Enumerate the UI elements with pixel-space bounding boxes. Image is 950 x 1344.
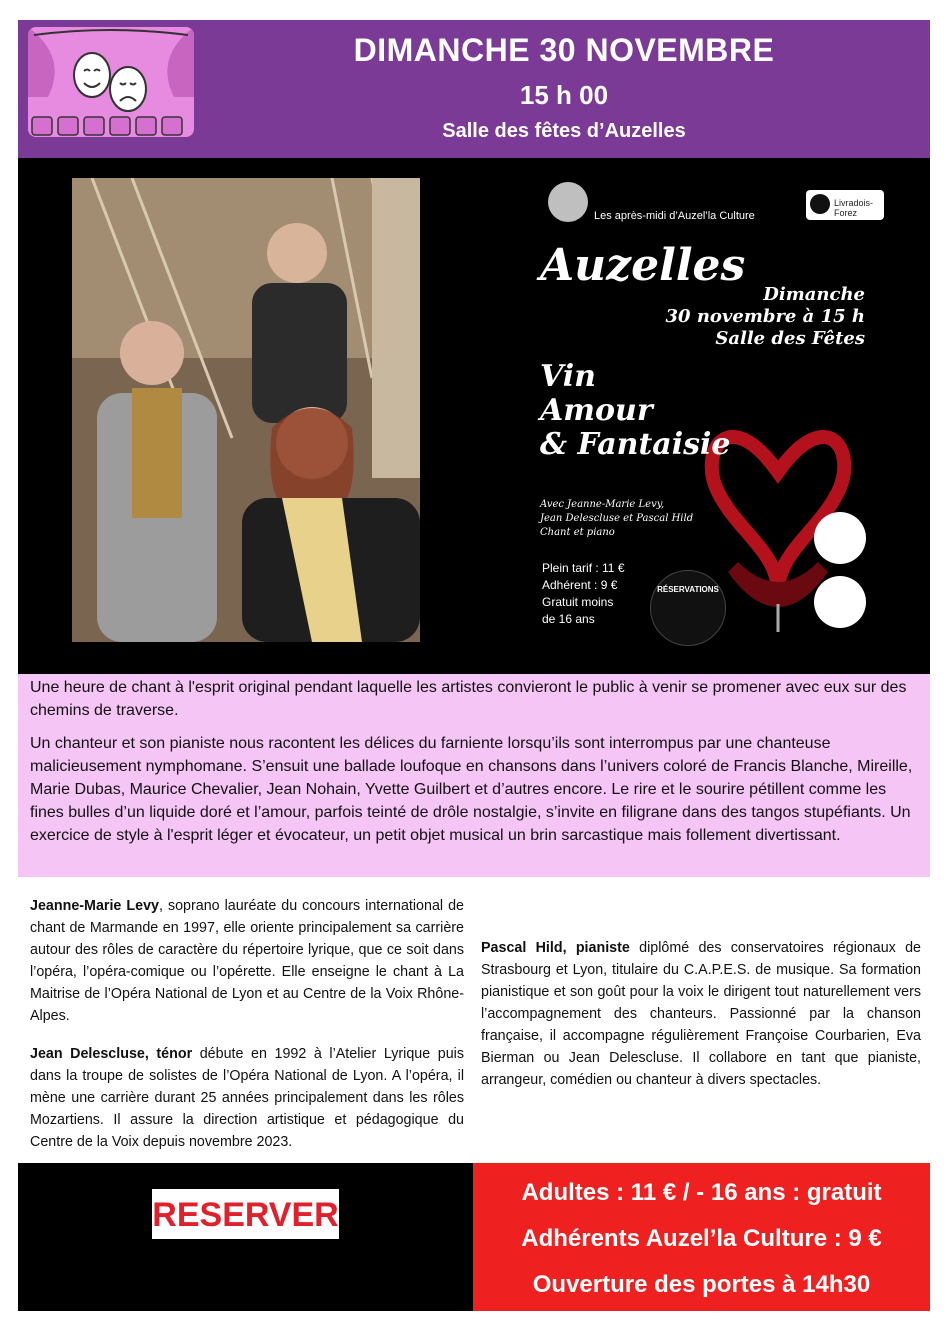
bios-left-column: [30, 895, 464, 1169]
tout-public-icon: [814, 576, 866, 628]
show-description: [18, 674, 930, 877]
event-poster: [530, 172, 875, 650]
header-banner: [18, 20, 930, 158]
bio-name: Jean Delescluse, ténor: [30, 1046, 193, 1062]
bio-name: Pascal Hild, pianiste: [481, 940, 630, 956]
event-time: 15 h 00: [519, 80, 609, 110]
show-title-line: Amour: [540, 393, 653, 428]
member-price-line: Adhérents Auzel’la Culture : 9 €: [521, 1225, 882, 1252]
poster-date: [666, 284, 866, 350]
poster-show-title: [540, 360, 731, 462]
theater-masks-icon: [28, 27, 194, 137]
poster-date-line: Salle des Fêtes: [715, 328, 865, 349]
event-date: DIMANCHE 30 NOVEMBRE: [353, 32, 775, 68]
reserve-button[interactable]: RESERVER: [152, 1189, 339, 1239]
price-line: Adhérent : 9 €: [542, 578, 618, 592]
event-venue: Salle des fêtes d’Auzelles: [442, 120, 686, 142]
poster-artists: [540, 498, 740, 540]
description-paragraph: Une heure de chant à l'esprit original pendant laquelle les artistes convieront le public à venir se promener avec eux sur des chemins de traverse.: [30, 679, 907, 719]
pricing-line: Adultes : 11 € / - 16 ans : gratuit: [521, 1179, 882, 1206]
price-line: Plein tarif : 11 €: [542, 561, 625, 575]
poster-logo-row: [548, 180, 874, 224]
show-title-line: Vin: [540, 359, 596, 394]
bios-right-column: [481, 937, 921, 1091]
bio-pascal: [481, 937, 921, 1091]
poster-date-line: Dimanche: [763, 284, 865, 305]
auzella-culture-logo-icon: [548, 182, 588, 222]
poster-prices: [542, 560, 625, 628]
livradois-forez-icon: [810, 194, 830, 214]
bio-text: débute en 1992 à l’Atelier Lyrique puis dans la troupe de solistes de l’Opéra National de Lyon. A l’opéra, il mène une carrière durant 25 années principalement dans les rôles Mozartiens. Il assure la direction artistique et pédagogique du Centre de la Voix depuis novembre 2023.: [30, 1046, 464, 1150]
poster-town: Auzelles: [540, 240, 746, 291]
show-title-line: & Fantaisie: [540, 427, 731, 462]
bio-name: Jeanne-Marie Levy: [30, 898, 159, 914]
pricing-panel: [473, 1163, 930, 1311]
price-line: de 16 ans: [542, 612, 595, 626]
reservations-label: RÉSERVATIONS: [657, 585, 719, 594]
artists-line: Chant et piano: [540, 527, 615, 538]
bio-jean: [30, 1043, 464, 1153]
bio-text: , soprano lauréate du concours international de chant de Marmande en 1997, elle oriente principalement sa carrière autour des rôles de caractère du répertoire lyrique, que ce soit dans l’opéra, l’opéra-comique ou l’opérette. Elle enseigne le chant à La Maitrise de l’Opéra National de Lyon et au Centre de la Voix Rhône-Alpes.: [30, 898, 464, 1024]
doors-open-line: Ouverture des portes à 14h30: [532, 1271, 871, 1298]
poster-date-line: 30 novembre à 15 h: [665, 306, 865, 327]
livradois-forez-logo: [806, 190, 884, 220]
artists-photo: [72, 178, 420, 642]
artists-line: Avec Jeanne-Marie Levy,: [540, 499, 665, 510]
bio-jeanne-marie: [30, 895, 464, 1027]
artists-line: Jean Delescluse et Pascal Hild: [540, 513, 694, 524]
buvette-icon: [814, 512, 866, 564]
price-line: Gratuit moins: [542, 595, 614, 609]
partner-name: Livradois-Forez: [834, 198, 874, 218]
bio-text: diplômé des conservatoires régionaux de Strasbourg et Lyon, titulaire du C.A.P.E.S. de musique. Sa formation pianistique et son goût pour la voix le dirigent tout naturellement vers l’accompagnement des chanteurs. Passionné par la chanson française, il accompagne régulièrement Françoise Courbarien, Eva Bierman ou Jean Delescluse. Il collabore en tant que pianiste, arrangeur, comédien ou chanteur à divers spectacles.: [481, 940, 921, 1088]
description-paragraph: Un chanteur et son pianiste nous racontent les délices du farniente lorsqu’ils sont interrompus par une chanteuse malicieusement nymphomane. S’ensuit une ballade loufoque en chansons dans l’univers coloré de Francis Blanche, Mireille, Marie Dubas, Maurice Chevalier, Jean Nohain, Yvette Guilbert et d’autres encore. Le rire et le sourire pétillent comme les fines bulles d’un liquide doré et l’amour, parfois teinté de drôle nostalgie, s’invite en filigrane dans des tangos stupéfiants. Un exercice de style à l'esprit léger et évocateur, un petit objet musical un brin sarcastique mais follement divertissant.: [30, 735, 913, 844]
poster-organizer: Les après-midi d’Auzel’la Culture: [594, 210, 755, 222]
reservations-badge: [650, 570, 726, 646]
